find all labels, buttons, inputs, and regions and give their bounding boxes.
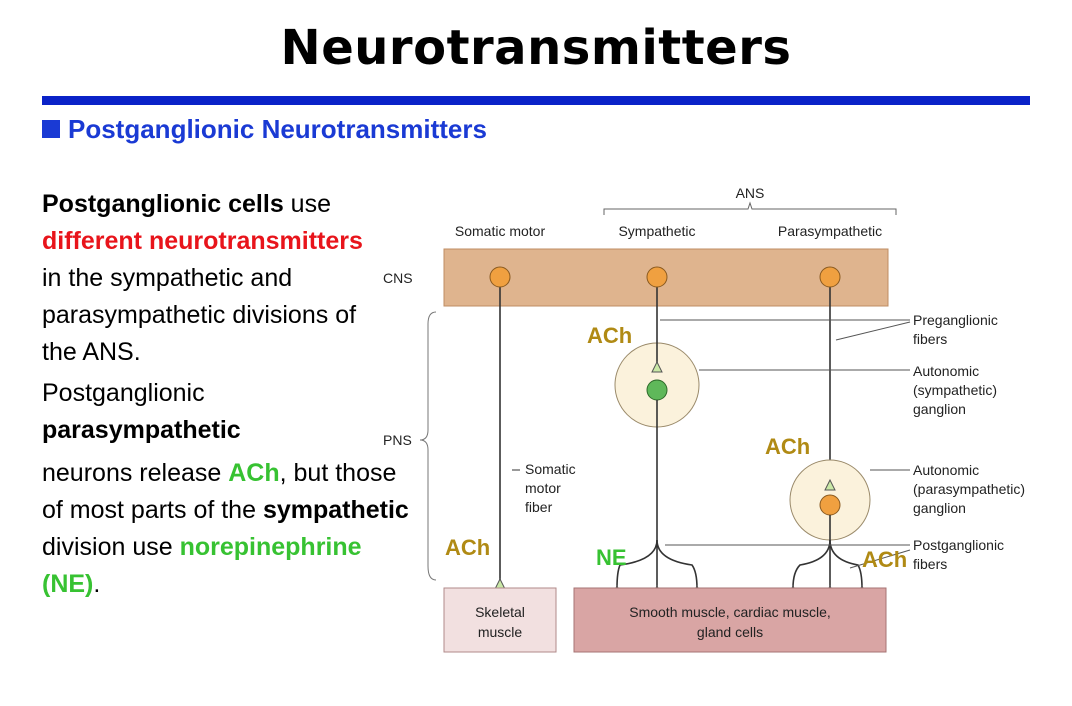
auto-symp-label-2: (sympathetic) <box>913 382 998 398</box>
sympathetic-cns-cell-body <box>647 267 667 287</box>
auto-para-label-2: (parasympathetic) <box>913 481 1026 497</box>
p2-text-a: Postganglionic <box>42 379 205 407</box>
smooth-label-2: gland cells <box>696 624 764 640</box>
postganglionic-label-2: fibers <box>913 556 948 572</box>
pns-brace <box>420 312 436 580</box>
somatic-fiber-label-2: motor <box>525 480 561 496</box>
p1-text-a: use <box>283 190 331 218</box>
ach-symp-preganglionic: ACh <box>587 323 633 348</box>
cns-label: CNS <box>383 270 413 286</box>
ach-para-postganglionic: ACh <box>862 547 908 572</box>
postganglionic-cells-term: Postganglionic cells <box>42 190 284 218</box>
postganglionic-label-1: Postganglionic <box>913 537 1005 553</box>
skeletal-label-2: muscle <box>477 624 523 640</box>
p1-text-b: in the sympathetic and parasympathetic divisions of the ANS. <box>42 264 357 366</box>
preganglionic-label-1: Preganglionic <box>913 312 998 328</box>
ach-somatic: ACh <box>445 535 491 560</box>
symp-branch-3 <box>657 540 697 588</box>
sympathetic-ganglion-cell-body <box>647 380 667 400</box>
somatic-motor-cell-body <box>490 267 510 287</box>
p3-text-a: neurons release <box>42 459 229 487</box>
parasympathetic-label: Parasympathetic <box>777 223 883 239</box>
ach-para-preganglionic: ACh <box>765 434 811 459</box>
sympathetic-term: sympathetic <box>262 496 409 524</box>
p3-text-b: , but those of most parts of the <box>42 459 397 524</box>
ans-brace <box>604 203 896 215</box>
norepinephrine-term: norepinephrine (NE) <box>42 533 362 598</box>
smooth-muscle-box <box>574 588 886 652</box>
preganglionic-leader-2 <box>836 322 910 340</box>
para-branch-1 <box>793 540 830 588</box>
preganglionic-label-2: fibers <box>913 331 948 347</box>
ach-term: ACh <box>228 459 280 487</box>
section-heading-text: Postganglionic Neurotransmitters <box>68 114 487 144</box>
skeletal-muscle-box <box>444 588 556 652</box>
somatic-fiber-label-3: fiber <box>525 499 553 515</box>
somatic-fiber-label-1: Somatic <box>525 461 576 477</box>
skeletal-label-1: Skeletal <box>475 604 525 620</box>
slide-title: Neurotransmitters <box>280 20 792 76</box>
smooth-label-1: Smooth muscle, cardiac muscle, <box>629 604 831 620</box>
parasympathetic-term: parasympathetic <box>42 416 241 444</box>
parasympathetic-cns-cell-body <box>820 267 840 287</box>
ans-label: ANS <box>735 185 765 201</box>
pns-label: PNS <box>383 432 412 448</box>
sympathetic-label: Sympathetic <box>618 223 696 239</box>
parasympathetic-ganglion-cell-body <box>820 495 840 515</box>
auto-para-label-3: ganglion <box>913 500 966 516</box>
p3-text-c: division use <box>42 533 173 561</box>
different-neurotransmitters-term: different neurotransmitters <box>42 227 363 255</box>
somatic-motor-label: Somatic motor <box>454 223 546 239</box>
p3-text-d: . <box>93 570 101 598</box>
auto-symp-label-1: Autonomic <box>913 363 980 379</box>
para-branch-3 <box>830 540 862 588</box>
ne-sympathetic: NE <box>596 545 627 570</box>
auto-para-label-1: Autonomic <box>913 462 980 478</box>
auto-symp-label-3: ganglion <box>913 401 966 417</box>
